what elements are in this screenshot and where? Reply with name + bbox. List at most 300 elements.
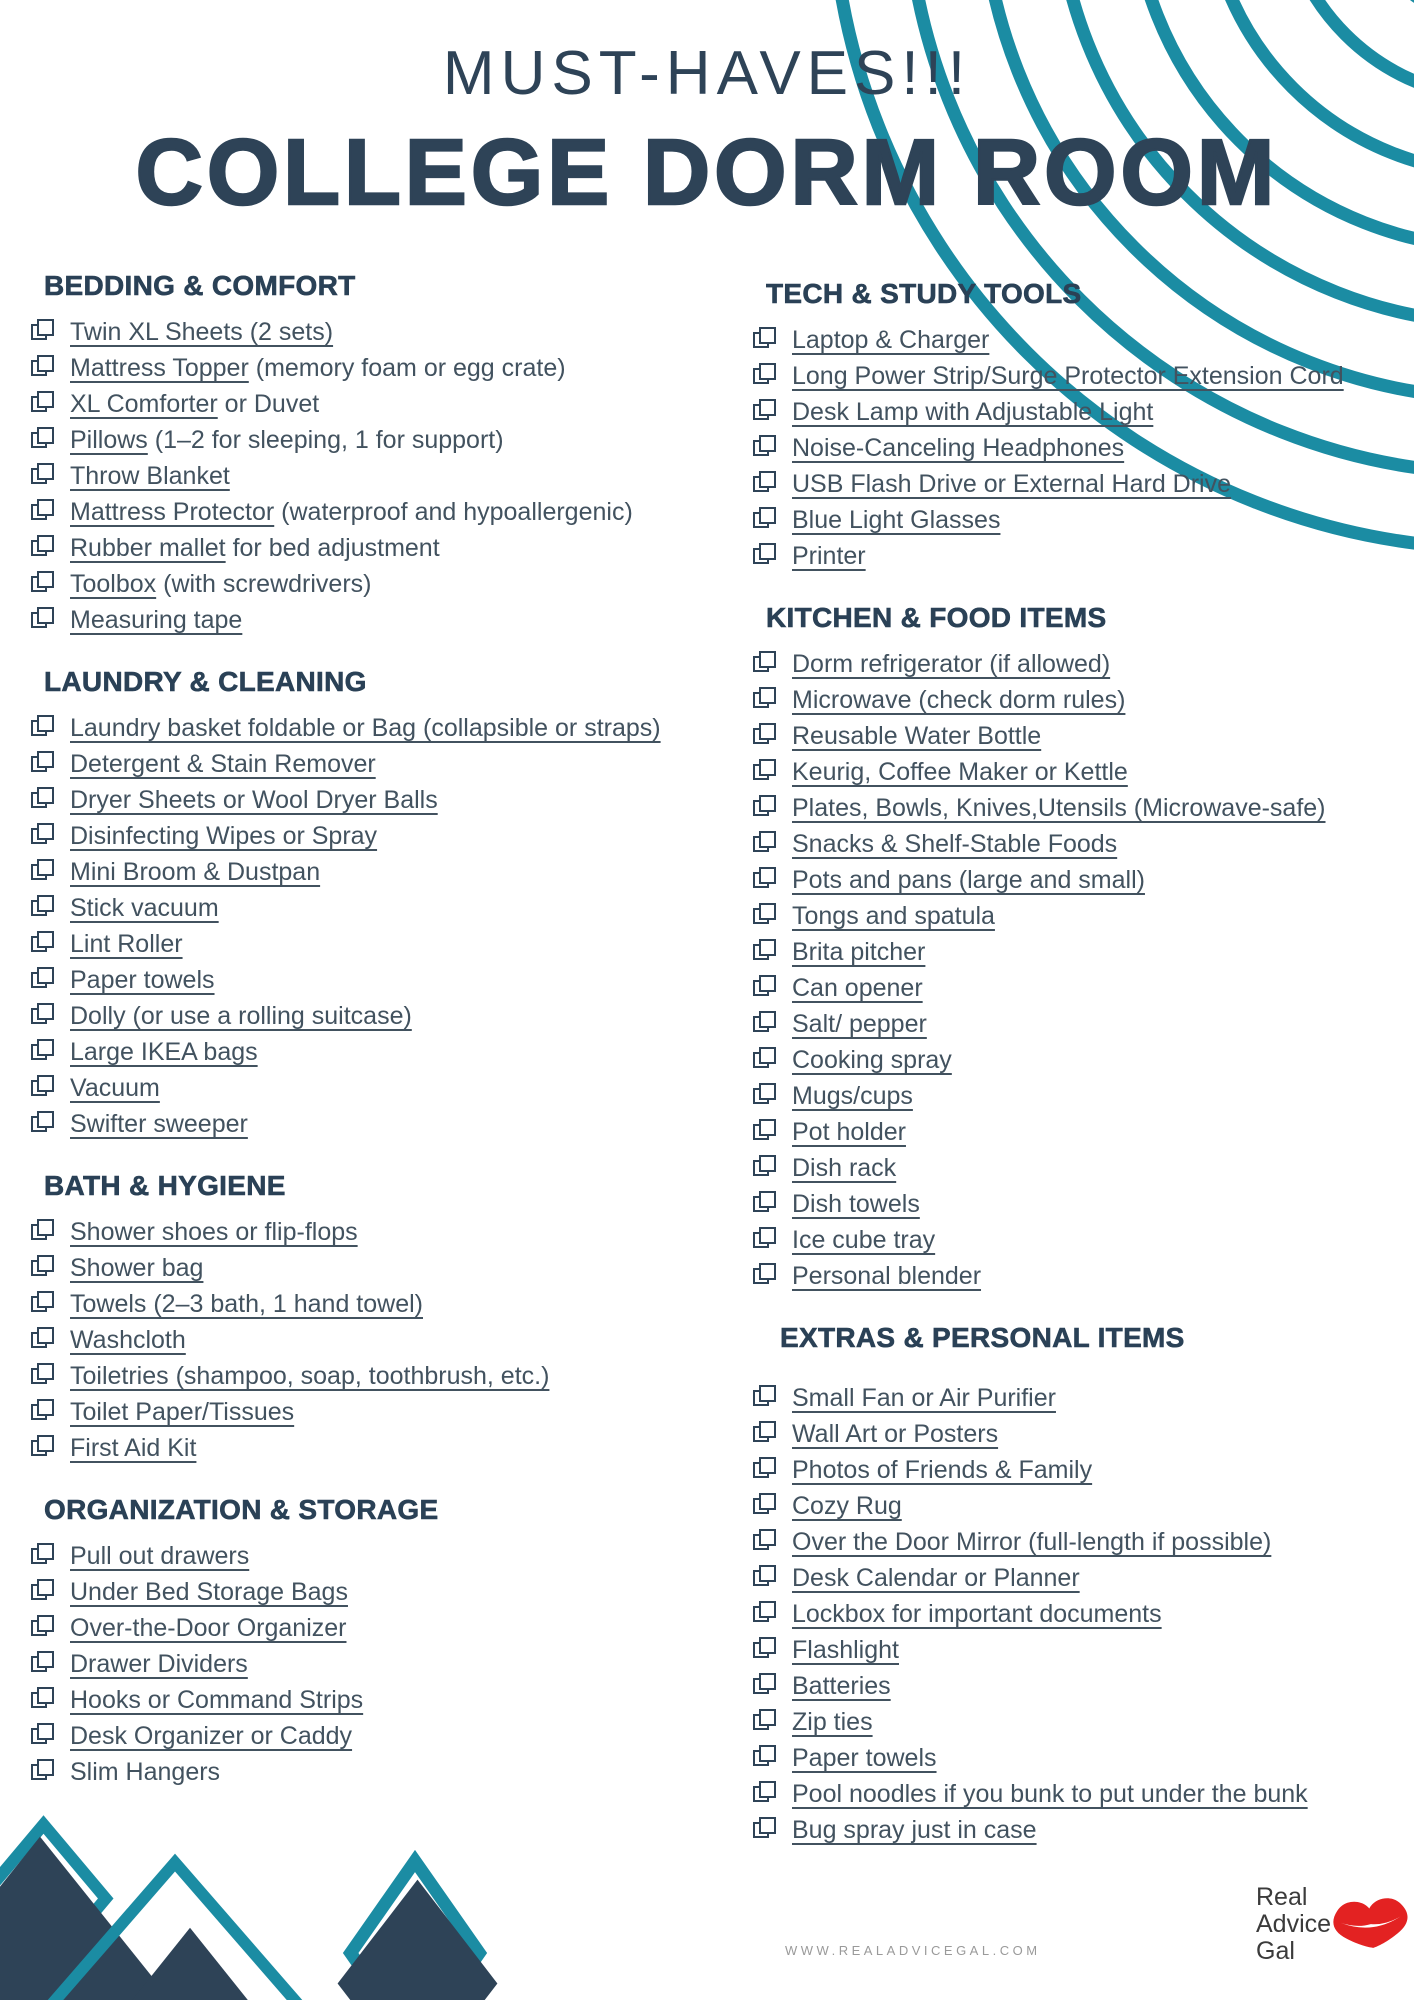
item-text-underlined: Large IKEA bags <box>70 1038 258 1066</box>
section-heading-bath-hygiene: BATH & HYGIENE <box>44 1170 286 1201</box>
item-label <box>792 1188 920 1219</box>
checklist-item <box>30 748 744 784</box>
item-label <box>70 352 566 383</box>
checklist-item <box>752 1080 1408 1116</box>
checkbox-icon[interactable] <box>30 1578 57 1605</box>
item-text-underlined: Ice cube tray <box>792 1226 936 1254</box>
item-text-underlined: Lockbox for important documents <box>792 1600 1162 1628</box>
checklist-item <box>752 1670 1408 1706</box>
checklist-item <box>752 1382 1408 1418</box>
checklist-item <box>752 1008 1408 1044</box>
item-label <box>792 1044 952 1075</box>
checklist <box>30 316 744 640</box>
checklist-item <box>752 972 1408 1008</box>
checkbox-icon[interactable] <box>752 866 779 893</box>
checkbox-icon[interactable] <box>752 1492 779 1519</box>
checklist-item <box>30 1000 744 1036</box>
checkbox-icon[interactable] <box>30 930 57 957</box>
item-text-underlined: Toolbox <box>70 570 157 598</box>
item-label <box>792 1706 873 1737</box>
checkbox-icon[interactable] <box>752 398 779 425</box>
checkbox-icon[interactable] <box>752 1456 779 1483</box>
checkbox-icon[interactable] <box>30 426 57 453</box>
checklist-item <box>30 1216 744 1252</box>
checklist-item <box>752 1706 1408 1742</box>
item-label <box>70 928 183 959</box>
item-text-underlined: Paper towels <box>70 966 215 994</box>
checklist-item <box>752 1778 1408 1814</box>
checkbox-icon[interactable] <box>752 434 779 461</box>
item-text-underlined: Snacks & Shelf-Stable Foods <box>792 830 1118 858</box>
checkbox-icon[interactable] <box>30 750 57 777</box>
item-label <box>792 1670 891 1701</box>
item-label <box>792 792 1326 823</box>
checkbox-icon[interactable] <box>752 1816 779 1843</box>
item-text-underlined: Cooking spray <box>792 1046 952 1074</box>
checklist-item <box>30 1252 744 1288</box>
checklist-item <box>752 828 1408 864</box>
title-kicker: MUST-HAVES!!! <box>442 39 972 108</box>
item-label <box>70 568 371 599</box>
item-text-underlined: Bug spray just in case <box>792 1816 1037 1844</box>
checkbox-icon[interactable] <box>30 1110 57 1137</box>
checkbox-icon[interactable] <box>30 1362 57 1389</box>
item-text-underlined: Can opener <box>792 974 923 1002</box>
checklist-item <box>30 388 744 424</box>
checklist <box>30 712 744 1144</box>
checkbox-icon[interactable] <box>30 354 57 381</box>
section-heading-organization-storage: ORGANIZATION & STORAGE <box>44 1494 439 1525</box>
item-label <box>70 1108 248 1139</box>
checklist-item <box>30 1576 744 1612</box>
item-label <box>70 604 242 635</box>
checklist-item <box>752 324 1408 360</box>
checkbox-icon[interactable] <box>752 1600 779 1627</box>
item-text-underlined: Pots and pans (large and small) <box>792 866 1145 894</box>
checkbox-icon[interactable] <box>30 786 57 813</box>
checklist-item <box>752 1526 1408 1562</box>
website-url: WWW.REALADVICEGAL.COM <box>785 1943 1041 1958</box>
left-column <box>30 270 744 1876</box>
checkbox-icon[interactable] <box>752 686 779 713</box>
item-label <box>792 1598 1162 1629</box>
checkbox-icon[interactable] <box>752 1010 779 1037</box>
item-text-underlined: Long Power Strip/Surge Protector Extension Cord <box>792 362 1344 390</box>
item-label <box>70 1000 412 1031</box>
checklist-item <box>30 316 744 352</box>
item-label <box>792 1418 998 1449</box>
checklist-item <box>30 928 744 964</box>
checkbox-icon[interactable] <box>30 1002 57 1029</box>
item-text-underlined: Dolly (or use a rolling suitcase) <box>70 1002 412 1030</box>
checklist <box>752 1382 1408 1850</box>
checkbox-icon[interactable] <box>752 1708 779 1735</box>
checklist-item <box>30 424 744 460</box>
item-text-underlined: Desk Lamp with Adjustable Light <box>792 398 1154 426</box>
checklist <box>752 648 1408 1296</box>
item-label <box>792 648 1110 679</box>
checkbox-icon[interactable] <box>752 470 779 497</box>
section-tech-study-tools <box>752 278 1408 576</box>
checkbox-icon[interactable] <box>30 1650 57 1677</box>
checklist-item <box>30 604 744 640</box>
checklist-item <box>30 1684 744 1720</box>
section-kitchen-food-items <box>752 602 1408 1296</box>
checkbox-icon[interactable] <box>752 1780 779 1807</box>
logo-line-2: Advice <box>1256 1910 1332 1938</box>
item-label <box>792 324 989 355</box>
checkbox-icon[interactable] <box>752 1528 779 1555</box>
checklist-item <box>752 1418 1408 1454</box>
item-text-underlined: Laundry basket foldable or Bag (collapsible or straps) <box>70 714 661 742</box>
item-text-underlined: Brita pitcher <box>792 938 926 966</box>
checkbox-icon[interactable] <box>752 1672 779 1699</box>
item-text: (with screwdrivers) <box>156 570 372 598</box>
checklist-item <box>752 1224 1408 1260</box>
checkbox-icon[interactable] <box>30 1254 57 1281</box>
checklist-item <box>30 1072 744 1108</box>
item-label <box>70 1252 203 1283</box>
item-label <box>792 936 925 967</box>
item-label <box>792 360 1344 391</box>
item-label <box>792 1116 906 1147</box>
checklist-item <box>752 1814 1408 1850</box>
checkbox-icon[interactable] <box>752 830 779 857</box>
checkbox-icon[interactable] <box>752 1420 779 1447</box>
item-label <box>70 712 661 743</box>
checkbox-icon[interactable] <box>752 722 779 749</box>
item-text-underlined: Measuring tape <box>70 606 243 634</box>
item-label <box>70 1612 346 1643</box>
checkbox-icon[interactable] <box>30 462 57 489</box>
checklist-item <box>752 1152 1408 1188</box>
item-label <box>792 1634 899 1665</box>
checklist-item <box>30 1396 744 1432</box>
item-text-underlined: Pool noodles if you bunk to put under the bunk <box>792 1780 1308 1808</box>
checkbox-icon[interactable] <box>752 1384 779 1411</box>
checkbox-icon[interactable] <box>30 606 57 633</box>
item-text-underlined: Vacuum <box>70 1074 160 1102</box>
item-label <box>70 820 377 851</box>
item-text-underlined: Laptop & Charger <box>792 326 990 354</box>
checkbox-icon[interactable] <box>30 966 57 993</box>
checkbox-icon[interactable] <box>752 1190 779 1217</box>
item-label <box>792 1454 1092 1485</box>
page-header <box>0 0 1414 226</box>
item-text-underlined: Toiletries (shampoo, soap, toothbrush, etc.) <box>70 1362 550 1390</box>
item-text-underlined: Drawer Dividers <box>70 1650 248 1678</box>
item-label <box>792 684 1125 715</box>
checklist-item <box>30 820 744 856</box>
item-label <box>70 1576 348 1607</box>
checkbox-icon[interactable] <box>30 822 57 849</box>
checkbox-icon[interactable] <box>30 318 57 345</box>
item-text: (memory foam or egg crate) <box>248 354 566 382</box>
checkbox-icon[interactable] <box>752 1154 779 1181</box>
checklist-item <box>752 1598 1408 1634</box>
checklist-item <box>30 1108 744 1144</box>
checklist-item <box>30 1720 744 1756</box>
checklist <box>30 1216 744 1468</box>
checkbox-icon[interactable] <box>752 938 779 965</box>
item-text-underlined: Over-the-Door Organizer <box>70 1614 347 1642</box>
item-text-underlined: Batteries <box>792 1672 891 1700</box>
checkbox-icon[interactable] <box>30 1398 57 1425</box>
checklist-item <box>30 964 744 1000</box>
item-label <box>792 504 1000 535</box>
checkbox-icon[interactable] <box>752 650 779 677</box>
checklist-item <box>752 864 1408 900</box>
item-label <box>792 1382 1056 1413</box>
item-text-underlined: Plates, Bowls, Knives,Utensils (Microwave-safe) <box>792 794 1326 822</box>
checkbox-icon[interactable] <box>30 1434 57 1461</box>
checkbox-icon[interactable] <box>30 498 57 525</box>
checkbox-icon[interactable] <box>752 1564 779 1591</box>
checkbox-icon[interactable] <box>30 858 57 885</box>
checkbox-icon[interactable] <box>30 1218 57 1245</box>
checklist-item <box>752 1634 1408 1670</box>
checklist-item <box>30 1648 744 1684</box>
page-title: COLLEGE DORM ROOM <box>135 120 1279 224</box>
checklist-item <box>752 1742 1408 1778</box>
checklist-item <box>752 360 1408 396</box>
checklist-item <box>30 856 744 892</box>
checkbox-icon[interactable] <box>752 1226 779 1253</box>
checklist-item <box>30 712 744 748</box>
item-label <box>792 900 995 931</box>
section-organization-storage <box>30 1494 744 1792</box>
item-text-underlined: Washcloth <box>70 1326 186 1354</box>
checkbox-icon[interactable] <box>752 542 779 569</box>
checklist-item <box>30 784 744 820</box>
checklist-item <box>752 504 1408 540</box>
item-text-underlined: Dish rack <box>792 1154 897 1182</box>
section-extras-personal-items <box>752 1322 1408 1850</box>
checklist-item <box>30 1612 744 1648</box>
checklist <box>752 324 1408 576</box>
item-text-underlined: Noise-Canceling Headphones <box>792 434 1125 462</box>
item-label <box>792 540 866 571</box>
item-text-underlined: Hooks or Command Strips <box>70 1686 364 1714</box>
checklist-item <box>752 432 1408 468</box>
item-text-underlined: XL Comforter <box>70 390 218 418</box>
item-label <box>70 1324 186 1355</box>
section-heading-laundry-cleaning: LAUNDRY & CLEANING <box>44 666 367 697</box>
checklist-item <box>752 1044 1408 1080</box>
section-bedding-comfort <box>30 270 744 640</box>
item-label <box>70 496 633 527</box>
item-label <box>70 748 376 779</box>
checklist-item <box>752 396 1408 432</box>
item-text-underlined: Printer <box>792 542 866 570</box>
item-text-underlined: Shower shoes or flip-flops <box>70 1218 358 1246</box>
checkbox-icon[interactable] <box>752 506 779 533</box>
checklist-item <box>30 1756 744 1792</box>
checkbox-icon[interactable] <box>752 1744 779 1771</box>
checklist-item <box>30 496 744 532</box>
item-text: (1–2 for sleeping, 1 for support) <box>147 426 504 454</box>
item-text-underlined: Throw Blanket <box>70 462 230 490</box>
item-label <box>70 1756 220 1787</box>
checkbox-icon[interactable] <box>30 1758 57 1785</box>
checklist-item <box>30 1540 744 1576</box>
item-text-underlined: Pot holder <box>792 1118 906 1146</box>
item-label <box>70 964 215 995</box>
item-label <box>70 388 319 419</box>
item-text-underlined: Flashlight <box>792 1636 899 1664</box>
item-label <box>70 1036 258 1067</box>
item-label <box>70 856 320 887</box>
checkbox-icon[interactable] <box>752 1082 779 1109</box>
item-text-underlined: Mini Broom & Dustpan <box>70 858 321 886</box>
item-label <box>70 316 333 347</box>
kiss-lips-icon <box>1322 1888 1414 1961</box>
item-text-underlined: Desk Calendar or Planner <box>792 1564 1080 1592</box>
item-text-underlined: Stick vacuum <box>70 894 219 922</box>
checklist-item <box>30 1036 744 1072</box>
checkbox-icon[interactable] <box>30 570 57 597</box>
item-label <box>70 532 440 563</box>
item-text-underlined: Cozy Rug <box>792 1492 902 1520</box>
item-label <box>70 424 504 455</box>
item-label <box>792 720 1041 751</box>
item-text-underlined: Small Fan or Air Purifier <box>792 1384 1056 1412</box>
item-text: or Duvet <box>217 390 320 418</box>
checklist-item <box>752 720 1408 756</box>
item-text-underlined: Zip ties <box>792 1708 873 1736</box>
item-text-underlined: Pillows <box>70 426 148 454</box>
checkbox-icon[interactable] <box>30 1074 57 1101</box>
checkbox-icon[interactable] <box>752 974 779 1001</box>
checklist-item <box>30 532 744 568</box>
item-label <box>792 396 1153 427</box>
checkbox-icon[interactable] <box>30 390 57 417</box>
item-label <box>70 1360 549 1391</box>
item-label <box>70 1216 358 1247</box>
item-label <box>792 864 1145 895</box>
checkbox-icon[interactable] <box>30 1290 57 1317</box>
checkbox-icon[interactable] <box>30 1326 57 1353</box>
section-heading-kitchen-food-items: KITCHEN & FOOD ITEMS <box>766 602 1107 633</box>
item-text: (waterproof and hypoallergenic) <box>274 498 633 526</box>
right-column <box>744 270 1408 1876</box>
item-text-underlined: Dorm refrigerator (if allowed) <box>792 650 1111 678</box>
checkbox-icon[interactable] <box>30 1038 57 1065</box>
item-text-underlined: Lint Roller <box>70 930 183 958</box>
section-heading-tech-study-tools: TECH & STUDY TOOLS <box>766 278 1082 309</box>
checklist-item <box>752 468 1408 504</box>
item-label <box>792 1814 1037 1845</box>
item-text-underlined: Tongs and spatula <box>792 902 995 930</box>
item-label <box>792 1742 937 1773</box>
item-label <box>792 1526 1271 1557</box>
item-text-underlined: Over the Door Mirror (full-length if possible) <box>792 1528 1272 1556</box>
checkbox-icon[interactable] <box>30 1614 57 1641</box>
item-label <box>792 828 1117 859</box>
checklist-item <box>30 460 744 496</box>
item-text-underlined: First Aid Kit <box>70 1434 197 1462</box>
item-text-underlined: Mattress Protector <box>70 498 275 526</box>
item-label <box>792 468 1231 499</box>
section-laundry-cleaning <box>30 666 744 1144</box>
item-label <box>70 1540 249 1571</box>
item-label <box>70 892 219 923</box>
item-label <box>792 1260 981 1291</box>
brand-logo-text <box>1256 1884 1331 1965</box>
item-label <box>792 1080 913 1111</box>
checklist-item <box>752 540 1408 576</box>
checklist-item <box>752 648 1408 684</box>
checkbox-icon[interactable] <box>30 894 57 921</box>
checklist-item <box>752 756 1408 792</box>
checklist-item <box>752 1116 1408 1152</box>
item-text-underlined: Twin XL Sheets (2 sets) <box>70 318 334 346</box>
checkbox-icon[interactable] <box>752 362 779 389</box>
item-label <box>70 1396 294 1427</box>
item-text-underlined: Paper towels <box>792 1744 937 1772</box>
checkbox-icon[interactable] <box>752 1046 779 1073</box>
item-text: for bed adjustment <box>225 534 440 562</box>
item-text-underlined: Under Bed Storage Bags <box>70 1578 348 1606</box>
item-text-underlined: Shower bag <box>70 1254 204 1282</box>
item-text-underlined: Microwave (check dorm rules) <box>792 686 1126 714</box>
item-text-underlined: Pull out drawers <box>70 1542 250 1570</box>
checkbox-icon[interactable] <box>30 1542 57 1569</box>
item-text: Slim Hangers <box>70 1758 221 1786</box>
checklist-item <box>752 1562 1408 1598</box>
item-text-underlined: Photos of Friends & Family <box>792 1456 1093 1484</box>
item-text-underlined: Swifter sweeper <box>70 1110 248 1138</box>
item-label <box>792 1562 1080 1593</box>
checkbox-icon[interactable] <box>30 1686 57 1713</box>
checklist-item <box>752 936 1408 972</box>
checklist-item <box>30 352 744 388</box>
item-label <box>70 460 230 491</box>
checkbox-icon[interactable] <box>752 326 779 353</box>
item-label <box>70 1432 196 1463</box>
checklist-item <box>30 1432 744 1468</box>
item-label <box>792 1490 902 1521</box>
checklist-item <box>752 684 1408 720</box>
checklist-item <box>30 568 744 604</box>
checklist-item <box>30 1288 744 1324</box>
checkbox-icon[interactable] <box>752 1636 779 1663</box>
checklist-item <box>752 1188 1408 1224</box>
checklist-item <box>752 1454 1408 1490</box>
item-label <box>70 1684 363 1715</box>
item-label <box>70 1648 248 1679</box>
checkbox-icon[interactable] <box>30 714 57 741</box>
item-text-underlined: Mugs/cups <box>792 1082 913 1110</box>
checklist-item <box>30 892 744 928</box>
item-text-underlined: USB Flash Drive or External Hard Drive <box>792 470 1232 498</box>
checkbox-icon[interactable] <box>30 534 57 561</box>
item-text-underlined: Personal blender <box>792 1262 982 1290</box>
checkbox-icon[interactable] <box>30 1722 57 1749</box>
checkbox-icon[interactable] <box>752 1118 779 1145</box>
item-label <box>70 784 438 815</box>
checkbox-icon[interactable] <box>752 758 779 785</box>
checkbox-icon[interactable] <box>752 1262 779 1289</box>
item-label <box>70 1288 423 1319</box>
checkbox-icon[interactable] <box>752 794 779 821</box>
checklist <box>30 1540 744 1792</box>
section-bath-hygiene <box>30 1170 744 1468</box>
checkbox-icon[interactable] <box>752 902 779 929</box>
item-label <box>792 1152 896 1183</box>
item-label <box>792 432 1124 463</box>
brand-logo <box>1256 1884 1414 1965</box>
